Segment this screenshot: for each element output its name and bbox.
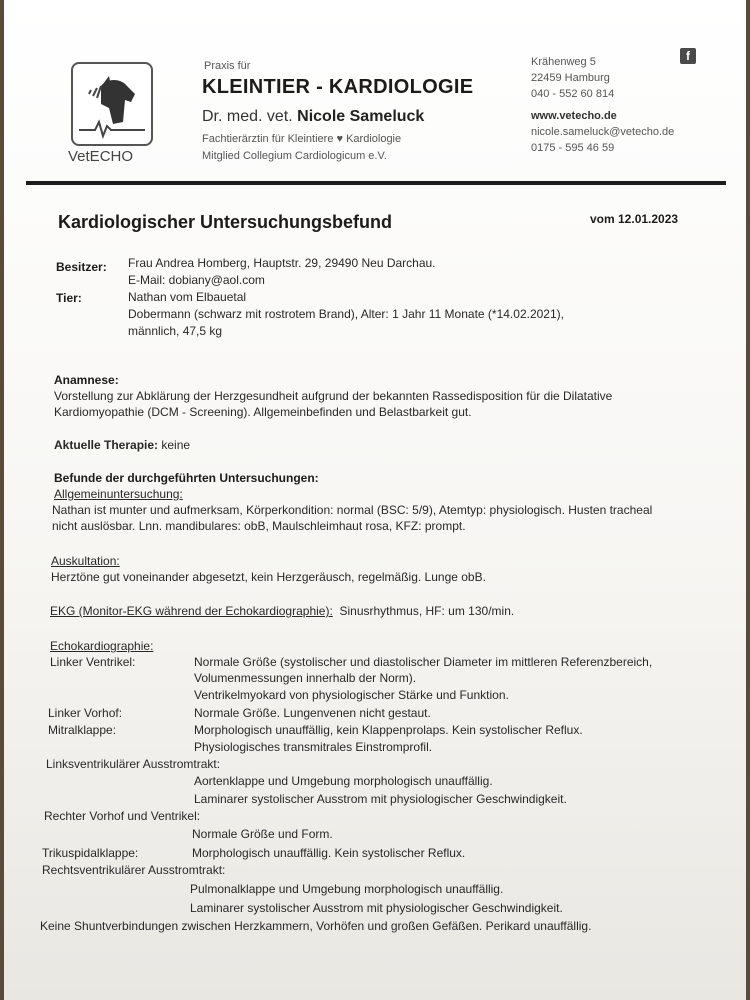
- animal-label: Tier:: [56, 291, 82, 305]
- logo-text: VetECHO: [68, 148, 134, 165]
- right-heart-line: Normale Größe und Form.: [192, 827, 333, 841]
- la-line: Normale Größe. Lungenvenen nicht gestaut.: [194, 706, 431, 720]
- therapy-label: Aktuelle Therapie:: [54, 438, 159, 452]
- doctor-prefix: Dr. med. vet.: [202, 108, 293, 125]
- rvot-label: Rechtsventrikulärer Ausstromtrakt:: [42, 863, 226, 877]
- la-label: Linker Vorhof:: [48, 706, 123, 720]
- anamnesis-heading: Anamnese:: [54, 373, 119, 387]
- lv-label: Linker Ventrikel:: [50, 655, 136, 669]
- doctor-full-name: Nicole Sameluck: [297, 108, 425, 125]
- right-heart-label: Rechter Vorhof und Ventrikel:: [44, 809, 201, 823]
- tricuspid-line: Morphologisch unauffällig. Kein systolischer Reflux.: [192, 846, 466, 860]
- ecg-value: Sinusrhythmus, HF: um 130/min.: [339, 604, 515, 618]
- lv-line-1: Normale Größe (systolischer und diastolischer Diameter im mittleren Referenzbereich,: [194, 655, 653, 669]
- contact-street: Krähenweg 5: [531, 56, 596, 68]
- lvot-label: Linksventrikulärer Ausstromtrakt:: [46, 757, 221, 771]
- doctor-name: [202, 108, 424, 126]
- tricuspid-label: Trikuspidalklappe:: [42, 846, 139, 860]
- praxis-title: KLEINTIER - KARDIOLOGIE: [202, 76, 474, 98]
- lv-line-3: Ventrikelmyokard von physiologischer Stärke und Funktion.: [194, 688, 509, 702]
- lvot-line-1: Aortenklappe und Umgebung morphologisch unauffällig.: [194, 774, 493, 788]
- anamnesis-line-2: Kardiomyopathie (DCM - Screening). Allgemeinbefinden und Belastbarkeit gut.: [54, 405, 472, 419]
- mitral-label: Mitralklappe:: [48, 723, 117, 737]
- report-title: Kardiologischer Untersuchungsbefund: [58, 212, 393, 232]
- shunt-line: Keine Shuntverbindungen zwischen Herzkammern, Vorhöfen und großen Gefäßen. Perikard unauffällig.: [40, 919, 592, 933]
- echo-heading: Echokardiographie:: [50, 639, 154, 653]
- animal-name: Nathan vom Elbauetal: [128, 290, 247, 304]
- facebook-icon[interactable]: f: [680, 48, 696, 64]
- contact-city: 22459 Hamburg: [531, 72, 610, 84]
- general-exam-line-2: nicht auslösbar. Lnn. mandibulares: obB, Maulschleimhaut rosa, KFZ: prompt.: [52, 519, 466, 533]
- rvot-line-1: Pulmonalklappe und Umgebung morphologisch unauffällig.: [190, 882, 504, 896]
- therapy-value: keine: [158, 438, 191, 452]
- contact-website[interactable]: www.vetecho.de: [531, 110, 617, 122]
- owner-label: Besitzer:: [56, 260, 107, 274]
- contact-mobile: 0175 - 595 46 59: [531, 142, 615, 154]
- findings-heading: Befunde der durchgeführten Untersuchungen:: [54, 471, 319, 485]
- anamnesis-line-1: Vorstellung zur Abklärung der Herzgesundheit aufgrund der bekannten Rassedisposition für die Dilatative: [54, 389, 613, 403]
- mitral-line-1: Morphologisch unauffällig, kein Klappenprolaps. Kein systolischer Reflux.: [194, 723, 583, 737]
- membership-line: Mitglied Collegium Cardiologicum e.V.: [202, 150, 387, 162]
- general-exam-heading: Allgemeinuntersuchung:: [54, 487, 183, 501]
- vetecho-logo: [71, 62, 153, 146]
- specialty-line: Fachtierärztin für Kleintiere ♥ Kardiologie: [202, 133, 402, 145]
- owner-email: E-Mail: dobiany@aol.com: [128, 273, 265, 287]
- report-date: vom 12.01.2023: [590, 212, 679, 226]
- lvot-line-2: Laminarer systolischer Ausstrom mit physiologischer Geschwindigkeit.: [194, 792, 567, 806]
- contact-email[interactable]: nicole.sameluck@vetecho.de: [531, 126, 675, 138]
- mitral-line-2: Physiologisches transmitrales Einstromprofil.: [194, 740, 433, 754]
- header-divider: [26, 181, 726, 185]
- ecg-heading: EKG (Monitor-EKG während der Echokardiographie):: [50, 604, 333, 618]
- auscultation-heading: Auskultation:: [51, 554, 120, 568]
- owner-address: Frau Andrea Homberg, Hauptstr. 29, 29490 Neu Darchau.: [128, 256, 436, 270]
- lv-line-2: Volumenmessungen innerhalb der Norm).: [194, 671, 417, 685]
- praxis-label: Praxis für: [204, 60, 251, 72]
- contact-phone: 040 - 552 60 814: [531, 88, 615, 100]
- animal-description: Dobermann (schwarz mit rostrotem Brand), Alter: 1 Jahr 11 Monate (*14.02.2021),: [128, 307, 564, 321]
- auscultation-line: Herztöne gut voneinander abgesetzt, kein Herzgeräusch, regelmäßig. Lunge obB.: [51, 570, 486, 584]
- animal-sex-weight: männlich, 47,5 kg: [128, 324, 223, 338]
- dog-heart-logo-icon: [73, 64, 151, 144]
- therapy-line: [54, 438, 190, 452]
- document-page: [4, 0, 746, 1000]
- general-exam-line-1: Nathan ist munter und aufmerksam, Körperkondition: normal (BSC: 5/9), Atemtyp: physiologisch. Husten tracheal: [52, 503, 653, 517]
- rvot-line-2: Laminarer systolischer Ausstrom mit physiologischer Geschwindigkeit.: [190, 901, 563, 915]
- ecg-line: [50, 604, 514, 618]
